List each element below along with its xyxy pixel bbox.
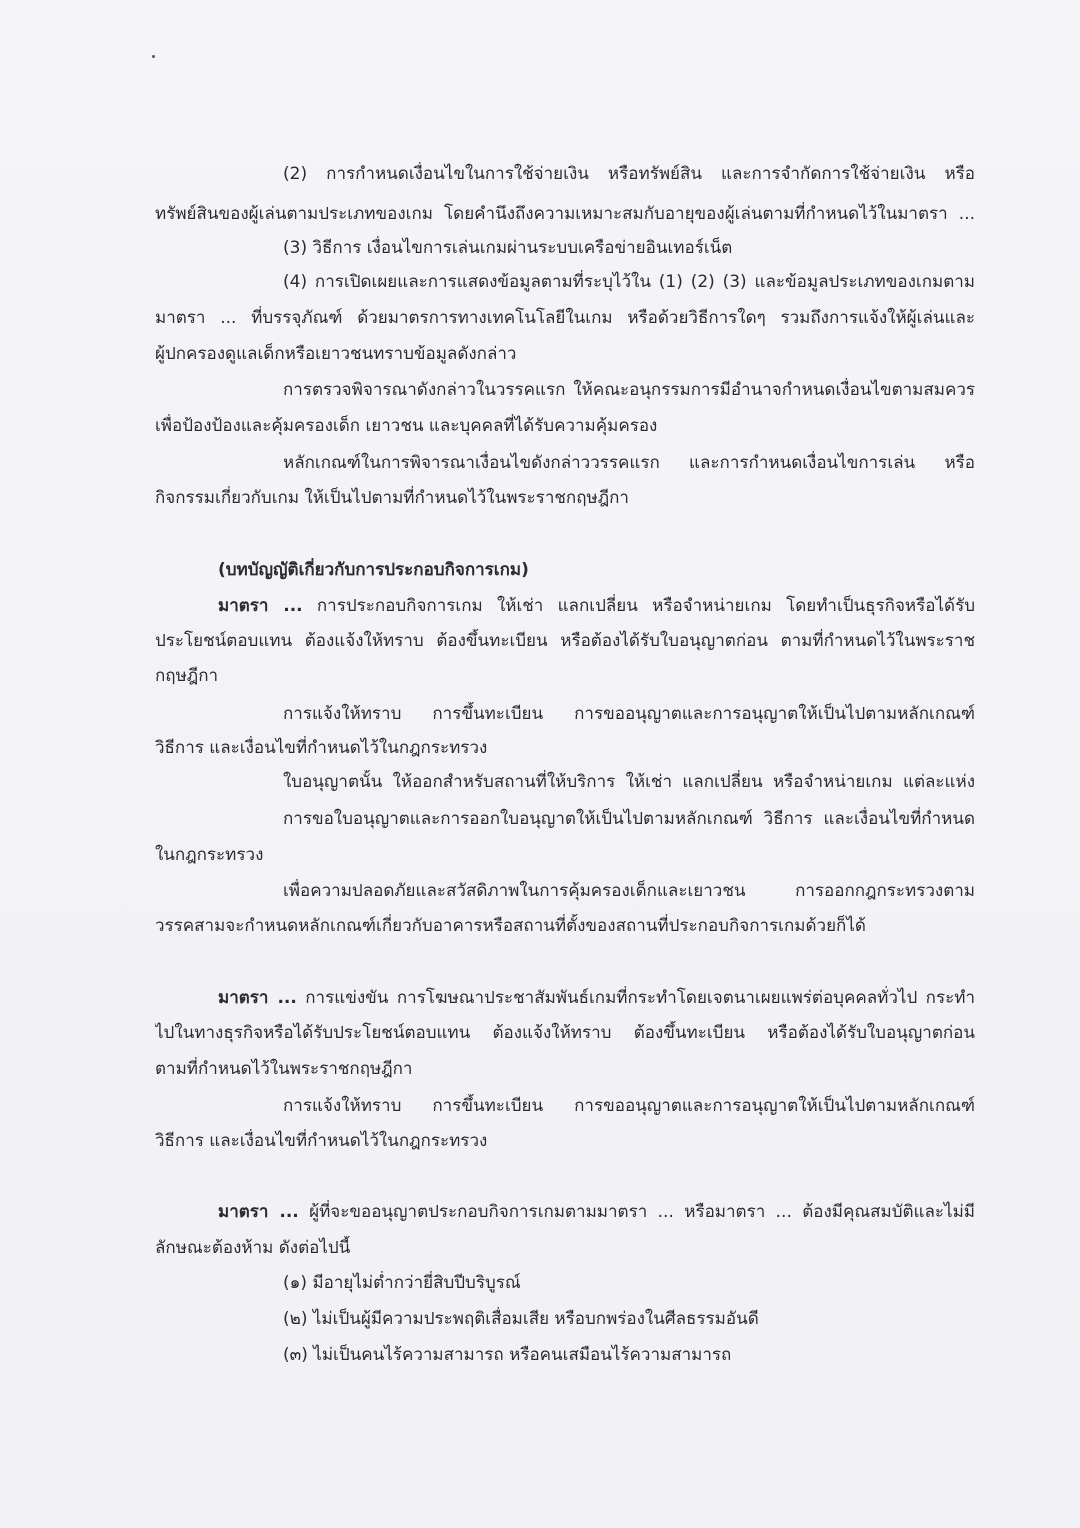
text-line: กฤษฎีกา	[155, 666, 219, 686]
text-line: ใบอนุญาตนั้น ให้ออกสำหรับสถานที่ให้บริการ ให้เช่า แลกเปลี่ยน หรือจำหน่ายเกม แต่ละแห่ง	[283, 772, 975, 792]
text-line: วิธีการ และเงื่อนไขที่กำหนดไว้ในกฎกระทรวง	[155, 738, 488, 758]
text-line: (2) การกำหนดเงื่อนไขในการใช้จ่ายเงิน หรือทรัพย์สิน และการจำกัดการใช้จ่ายเงิน หรือ	[283, 164, 975, 184]
text-line: กิจกรรมเกี่ยวกับเกม ให้เป็นไปตามที่กำหนดไว้ในพระราชกฤษฎีกา	[155, 488, 629, 508]
text-line: ผู้ปกครองดูแลเด็กหรือเยาวชนทราบข้อมูลดังกล่าว	[155, 344, 517, 364]
text-line: หลักเกณฑ์ในการพิจารณาเงื่อนไขดังกล่าววรรคแรก และการกำหนดเงื่อนไขการเล่น หรือ	[283, 453, 975, 473]
text-line: การแจ้งให้ทราบ การขึ้นทะเบียน การขออนุญาตและการอนุญาตให้เป็นไปตามหลักเกณฑ์	[283, 1096, 975, 1116]
text-line: เพื่อป้องป้องและคุ้มครองเด็ก เยาวชน และบุคคลที่ได้รับความคุ้มครอง	[155, 416, 658, 436]
text-fragment: ผู้ที่จะขออนุญาตประกอบกิจการเกมตามมาตรา ... หรือมาตรา ... ต้องมีคุณสมบัติและไม่มี	[298, 1202, 975, 1222]
text-line: เพื่อความปลอดภัยและสวัสดิภาพในการคุ้มครองเด็กและเยาวชน การออกกฎกระทรวงตาม	[283, 881, 975, 901]
text-line: (3) วิธีการ เงื่อนไขการเล่นเกมผ่านระบบเครือข่ายอินเทอร์เน็ต	[283, 238, 733, 258]
text-line: วรรคสามจะกำหนดหลักเกณฑ์เกี่ยวกับอาคารหรือสถานที่ตั้งของสถานที่ประกอบกิจการเกมด้วยก็ได้	[155, 916, 866, 936]
section-first-line	[218, 594, 975, 618]
text-line: การขอใบอนุญาตและการออกใบอนุญาตให้เป็นไปตามหลักเกณฑ์ วิธีการ และเงื่อนไขที่กำหนด	[283, 809, 975, 829]
section-label: มาตรา ...	[218, 596, 303, 616]
list-item: (๑) มีอายุไม่ต่ำกว่ายี่สิบปีบริบูรณ์	[283, 1273, 521, 1293]
text-fragment: การประกอบกิจการเกม ให้เช่า แลกเปลี่ยน หรือจำหน่ายเกม โดยทำเป็นธุรกิจหรือได้รับ	[302, 596, 975, 616]
text-line: ประโยชน์ตอบแทน ต้องแจ้งให้ทราบ ต้องขึ้นทะเบียน หรือต้องได้รับใบอนุญาตก่อน ตามที่กำหนดไว้ในพระราช	[155, 631, 975, 651]
section-heading: (บทบัญญัติเกี่ยวกับการประกอบกิจการเกม)	[218, 560, 529, 580]
text-line: ตามที่กำหนดไว้ในพระราชกฤษฎีกา	[155, 1059, 413, 1079]
section-first-line	[218, 986, 975, 1010]
scan-speck	[152, 55, 155, 58]
text-line: ลักษณะต้องห้าม ดังต่อไปนี้	[155, 1238, 351, 1258]
section-first-line	[218, 1200, 975, 1224]
section-label: มาตรา ...	[218, 988, 297, 1008]
text-line: การตรวจพิจารณาดังกล่าวในวรรคแรก ให้คณะอนุกรรมการมีอำนาจกำหนดเงื่อนไขตามสมควร	[283, 380, 975, 400]
text-line: ไปในทางธุรกิจหรือได้รับประโยชน์ตอบแทน ต้องแจ้งให้ทราบ ต้องขึ้นทะเบียน หรือต้องได้รับใบอนุญาตก่อน	[155, 1023, 975, 1043]
text-line: ในกฎกระทรวง	[155, 845, 264, 865]
section-label: มาตรา ...	[218, 1202, 299, 1222]
text-line: การแจ้งให้ทราบ การขึ้นทะเบียน การขออนุญาตและการอนุญาตให้เป็นไปตามหลักเกณฑ์	[283, 704, 975, 724]
text-line: วิธีการ และเงื่อนไขที่กำหนดไว้ในกฎกระทรวง	[155, 1131, 488, 1151]
text-line: (4) การเปิดเผยและการแสดงข้อมูลตามที่ระบุไว้ใน (1) (2) (3) และข้อมูลประเภทของเกมตาม	[283, 272, 975, 292]
list-item: (๒) ไม่เป็นผู้มีความประพฤติเสื่อมเสีย หรือบกพร่องในศีลธรรมอันดี	[283, 1309, 759, 1329]
text-fragment: การแข่งขัน การโฆษณาประชาสัมพันธ์เกมที่กระทำโดยเจตนาเผยแพร่ต่อบุคคลทั่วไป กระทำ	[296, 988, 975, 1008]
list-item: (๓) ไม่เป็นคนไร้ความสามารถ หรือคนเสมือนไร้ความสามารถ	[283, 1345, 732, 1365]
text-line: มาตรา ... ที่บรรจุภัณฑ์ ด้วยมาตรการทางเทคโนโลยีในเกม หรือด้วยวิธีการใดๆ รวมถึงการแจ้งให้ผู้เล่นและ	[155, 308, 975, 328]
text-line: ทรัพย์สินของผู้เล่นตามประเภทของเกม โดยคำนึงถึงความเหมาะสมกับอายุของผู้เล่นตามที่กำหนดไว้ในมาตรา ...	[155, 204, 975, 224]
